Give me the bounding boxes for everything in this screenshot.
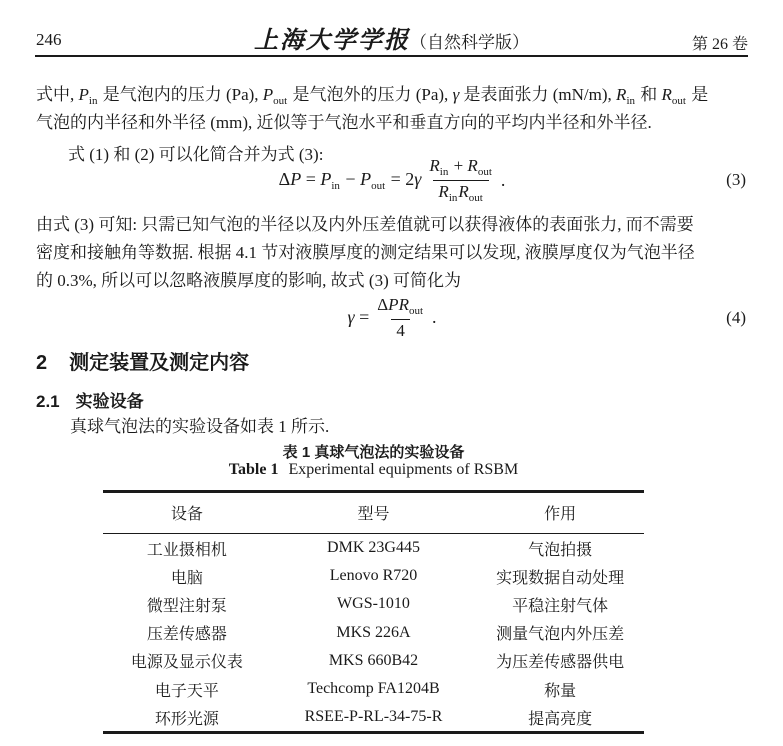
section-number: 2.1 bbox=[36, 392, 60, 411]
section-title: 测定装置及测定内容 bbox=[69, 352, 250, 374]
table-row bbox=[103, 562, 644, 590]
page-number: 246 bbox=[36, 30, 62, 49]
equation-3-lhs: $\Delta P = P_{in} - P_{out} = 2\gamma$ bbox=[278, 168, 422, 192]
equation-3-period: . bbox=[500, 169, 506, 190]
table-cell: DMK 23G445 bbox=[327, 539, 420, 557]
equation-4-number: (4) bbox=[726, 308, 746, 327]
table-caption-en-text: Experimental equipments of RSBM bbox=[288, 461, 519, 478]
table-cell: 电脑 bbox=[170, 569, 203, 587]
journal-title-calligraphy: 上海大学学报 bbox=[254, 28, 410, 54]
equation-3-body bbox=[279, 155, 506, 205]
volume-label: 第 26 卷 bbox=[691, 36, 748, 53]
table-caption-en-label: Table 1 bbox=[228, 461, 279, 478]
table-cell: Lenovo R720 bbox=[329, 567, 418, 585]
equation-4-period: . bbox=[432, 307, 437, 328]
table-header-cell: 型号 bbox=[357, 506, 390, 523]
equation-4-fraction bbox=[372, 294, 429, 341]
table-header-row bbox=[103, 493, 644, 533]
fraction-denominator: 4 bbox=[391, 319, 410, 342]
table-cell: 平稳注射气体 bbox=[512, 597, 609, 615]
equation-3-number: (3) bbox=[726, 170, 746, 189]
section-heading-2 bbox=[36, 346, 249, 375]
table-cell: 环形光源 bbox=[154, 710, 219, 728]
journal-header bbox=[0, 20, 783, 55]
table-header-cell: 作用 bbox=[544, 506, 577, 523]
paragraph-line: 由式 (3) 可知: 只需已知气泡的半径以及内外压差值就可以获得液体的表面张力, 而不需要 bbox=[36, 215, 694, 234]
section-title: 实验设备 bbox=[75, 392, 144, 411]
table-cell: 测量气泡内外压差 bbox=[496, 626, 625, 644]
table-row bbox=[103, 534, 644, 562]
paragraph-line: 密度和接触角等数据. 根据 4.1 节对液膜厚度的测定结果可以发现, 液膜厚度仅为气泡半径 bbox=[36, 243, 695, 262]
table-caption-zh: 表 1 真球气泡法的实验设备 bbox=[282, 444, 465, 461]
table-cell: 电源及显示仪表 bbox=[130, 654, 243, 672]
paragraph-line: 式中, $P_{in}$ 是气泡内的压力 (Pa), $P_{out}$ 是气泡外的压力 (Pa), γ 是表面张力 (mN/m), $R_{in}$ 和 $R_{out}$ 是 bbox=[36, 85, 709, 107]
paragraph-line: 式 (1) 和 (2) 可以化简合并为式 (3): bbox=[68, 145, 324, 164]
equipment-table bbox=[103, 490, 644, 734]
table-row bbox=[103, 675, 644, 703]
table-header-cell: 设备 bbox=[170, 506, 203, 523]
fraction-denominator: $R_{in}R_{out}$ bbox=[433, 180, 488, 205]
table-cell: 为压差传感器供电 bbox=[496, 654, 625, 672]
table-cell: MKS 226A bbox=[336, 623, 411, 641]
table-cell: WGS-1010 bbox=[337, 595, 410, 613]
table-cell: 实现数据自动处理 bbox=[496, 569, 625, 587]
table-cell: 压差传感器 bbox=[146, 626, 227, 644]
fraction-numerator: $R_{in} + R_{out}$ bbox=[429, 156, 492, 179]
table-cell: 提高亮度 bbox=[528, 710, 593, 728]
table-cell: 电子天平 bbox=[154, 682, 219, 700]
table-row bbox=[103, 619, 644, 647]
equation-4 bbox=[36, 292, 748, 344]
table-row bbox=[103, 590, 644, 618]
fraction-numerator: $\Delta PR_{out}$ bbox=[377, 295, 424, 318]
table-cell: MKS 660B42 bbox=[328, 651, 419, 669]
journal-subtitle: （自然科学版） bbox=[410, 33, 529, 52]
table-cell: RSEE-P-RL-34-75-R bbox=[304, 708, 443, 726]
table-cell: 气泡拍摄 bbox=[528, 541, 593, 559]
equation-3-fraction bbox=[424, 155, 498, 205]
table-cell: 微型注射泵 bbox=[146, 597, 227, 615]
header-rule bbox=[35, 55, 748, 57]
equation-4-lhs: γ = bbox=[347, 307, 370, 328]
section-number: 2 bbox=[36, 352, 48, 374]
table-rule-bottom bbox=[103, 731, 644, 734]
table-row bbox=[103, 647, 644, 675]
equation-3 bbox=[36, 152, 748, 208]
table-cell: 称量 bbox=[544, 682, 577, 700]
paragraph-line: 真球气泡法的实验设备如表 1 所示. bbox=[70, 417, 330, 436]
table-cell: 工业摄相机 bbox=[146, 541, 227, 559]
paragraph-line: 气泡的内半径和外半径 (mm), 近似等于气泡水平和垂直方向的平均内半径和外半径. bbox=[36, 113, 652, 132]
table-cell: Techcomp FA1204B bbox=[307, 680, 440, 698]
table-row bbox=[103, 703, 644, 731]
equation-4-body bbox=[347, 294, 436, 341]
table-caption-en bbox=[103, 461, 644, 479]
paragraph-line: 的 0.3%, 所以可以忽略液膜厚度的影响, 故式 (3) 可简化为 bbox=[36, 271, 461, 290]
section-heading-2-1 bbox=[36, 387, 144, 412]
